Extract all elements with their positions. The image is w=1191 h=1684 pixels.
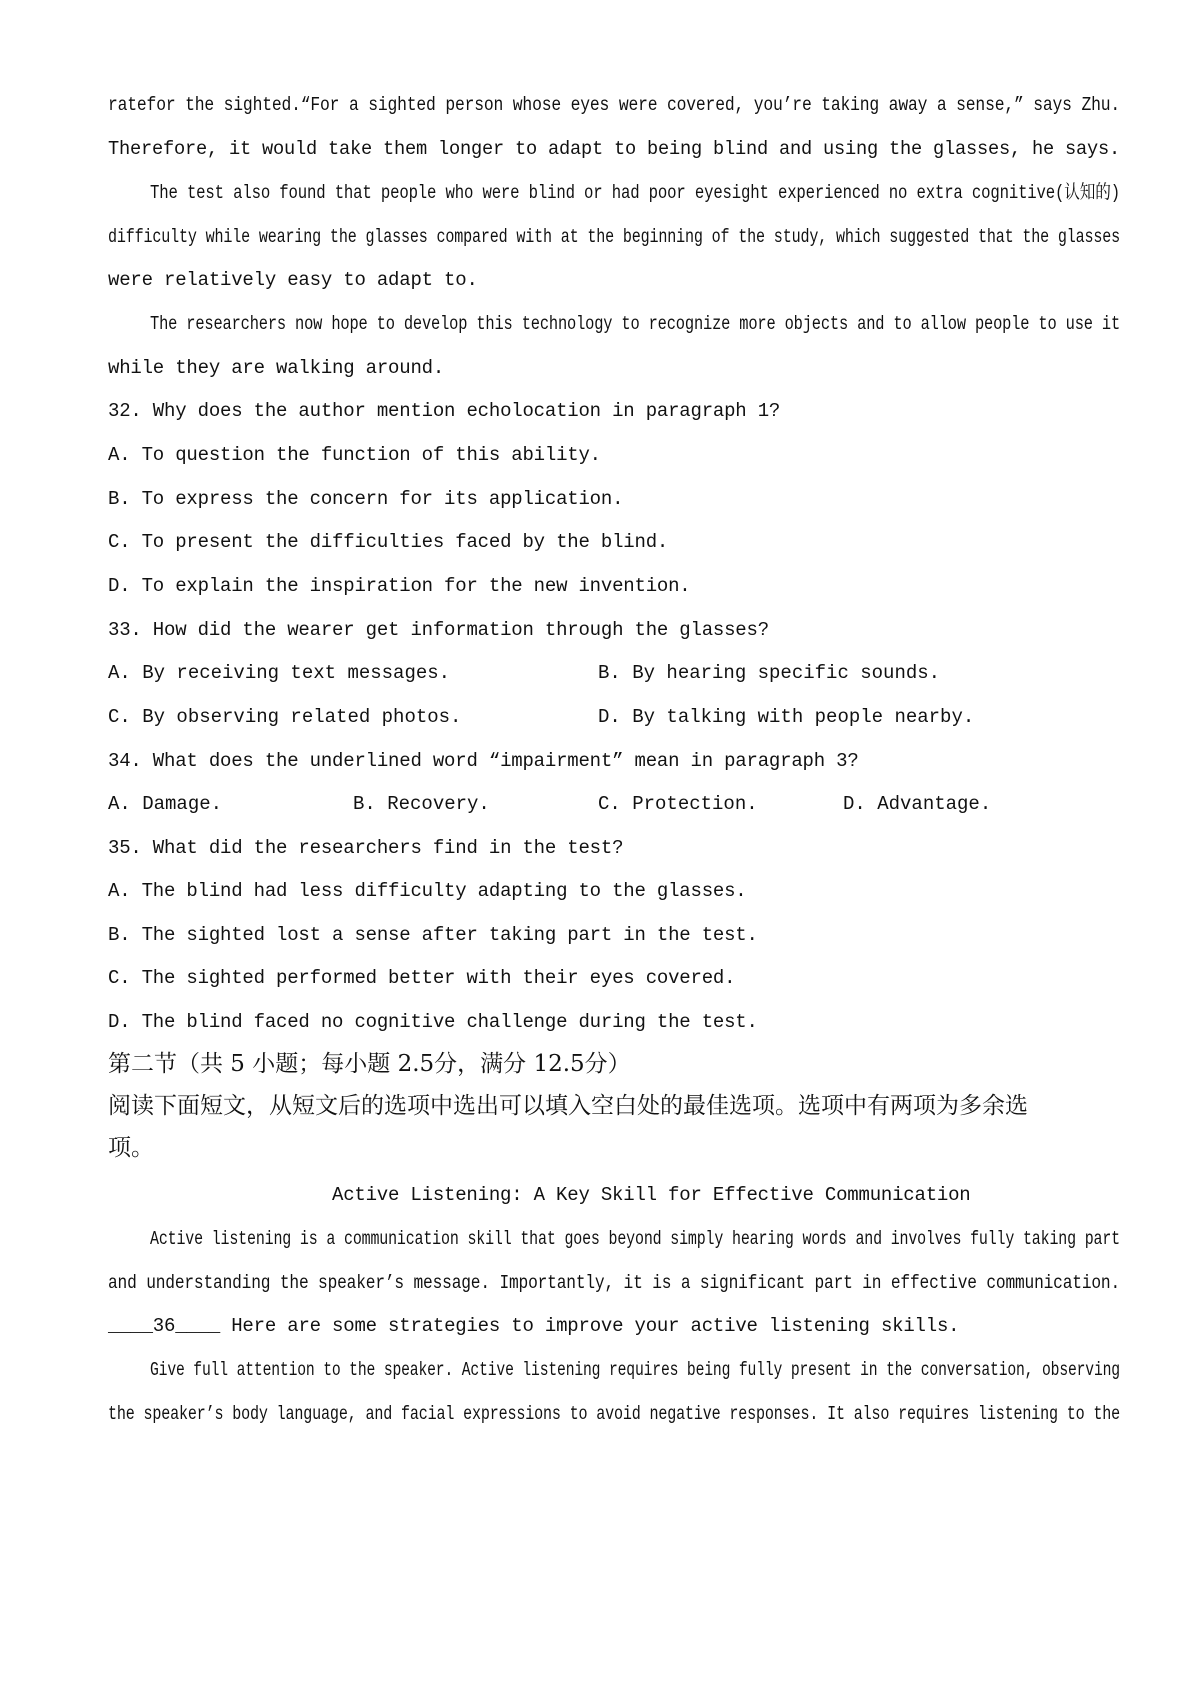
passage-line: The researchers now hope to develop this technology to recognize more objects and to allow people to use it xyxy=(150,313,1121,335)
question-32-option-b: B. To express the concern for its application. xyxy=(108,488,624,510)
section-2-instruction: 阅读下面短文，从短文后的选项中选出可以填入空白处的最佳选项。选项中有两项为多余选 xyxy=(108,1093,1028,1119)
question-35-stem: 35. What did the researchers find in the test? xyxy=(108,837,624,859)
passage-2-line: and understanding the speaker’s message. Importantly, it is a significant part in effective communication. xyxy=(108,1272,1121,1294)
question-34-option-c: C. Protection. xyxy=(598,793,758,815)
question-32-option-c: C. To present the difficulties faced by the blind. xyxy=(108,531,669,553)
question-33-option-d: D. By talking with people nearby. xyxy=(598,706,975,728)
passage-line: while they are walking around. xyxy=(108,357,445,379)
question-35-option-c: C. The sighted performed better with their eyes covered. xyxy=(108,967,736,989)
question-35-option-a: A. The blind had less difficulty adapting to the glasses. xyxy=(108,880,747,902)
question-32-stem: 32. Why does the author mention echolocation in paragraph 1? xyxy=(108,400,781,422)
question-34-option-b: B. Recovery. xyxy=(353,793,490,815)
question-33-option-b: B. By hearing specific sounds. xyxy=(598,662,941,684)
section-2-instruction-continued: 项。 xyxy=(108,1135,154,1161)
passage-2-line: the speaker’s body language, and facial expressions to avoid negative responses. It also requires listening to the xyxy=(108,1403,1121,1425)
passage-2-line-text: Here are some strategies to improve your active listening skills. xyxy=(220,1315,960,1337)
question-34-option-d: D. Advantage. xyxy=(843,793,992,815)
passage-line: The test also found that people who were blind or had poor eyesight experienced no extra cognitive(认知的) xyxy=(150,182,1120,204)
question-33-option-c: C. By observing related photos. xyxy=(108,706,462,728)
passage-line: difficulty while wearing the glasses compared with at the beginning of the study, which suggested that the glasses xyxy=(108,226,1121,248)
section-2-heading: 第二节（共 5 小题；每小题 2.5分，满分 12.5分） xyxy=(108,1051,631,1077)
question-32-option-a: A. To question the function of this ability. xyxy=(108,444,601,466)
passage-line: ratefor the sighted.“For a sighted person whose eyes were covered, you’re taking away a sense,” says Zhu. xyxy=(108,94,1121,116)
passage-2-line: Active listening is a communication skill that goes beyond simply hearing words and involves fully taking part xyxy=(150,1228,1121,1250)
question-35-option-b: B. The sighted lost a sense after taking part in the test. xyxy=(108,924,758,946)
passage-line: were relatively easy to adapt to. xyxy=(108,269,478,291)
question-34-option-a: A. Damage. xyxy=(108,793,223,815)
question-32-option-d: D. To explain the inspiration for the new invention. xyxy=(108,575,691,597)
question-33-option-a: A. By receiving text messages. xyxy=(108,662,451,684)
passage-2-title: Active Listening: A Key Skill for Effective Communication xyxy=(332,1184,971,1206)
passage-2-line-with-blank xyxy=(108,1314,959,1338)
passage-2-line: Give full attention to the speaker. Active listening requires being fully present in the conversation, observing xyxy=(150,1359,1120,1381)
question-35-option-d: D. The blind faced no cognitive challenge during the test. xyxy=(108,1011,758,1033)
blank-36: ____36____ xyxy=(108,1315,221,1337)
question-33-stem: 33. How did the wearer get information through the glasses? xyxy=(108,619,769,641)
passage-line: Therefore, it would take them longer to adapt to being blind and using the glasses, he says. xyxy=(108,138,1121,160)
question-34-stem: 34. What does the underlined word “impairment” mean in paragraph 3? xyxy=(108,750,859,772)
